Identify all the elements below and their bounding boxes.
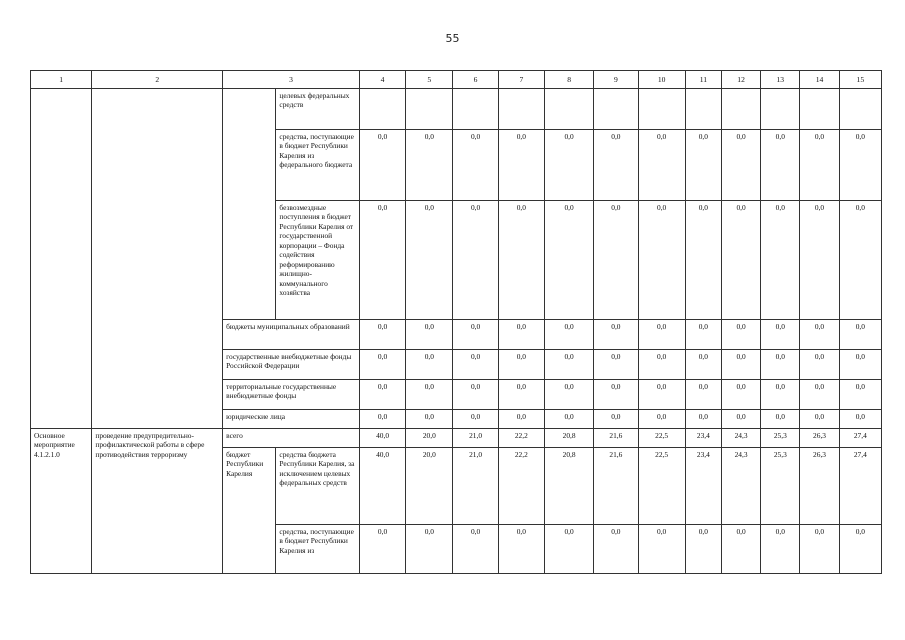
value-cell: 21,0 [453,429,498,448]
page-number: 55 [445,32,460,45]
value-cell: 0,0 [359,130,405,201]
value-cell: 0,0 [685,525,721,574]
value-cell: 0,0 [453,410,498,429]
value-cell: 0,0 [544,320,593,350]
value-cell: 25,3 [761,429,800,448]
header-cell: 9 [594,71,638,89]
header-cell: 2 [92,71,223,89]
value-cell: 0,0 [839,130,881,201]
source-label: средства, поступающие в бюджет Республики Карелия из [276,525,360,574]
value-cell: 0,0 [685,410,721,429]
header-row [31,71,882,89]
value-cell: 24,3 [721,448,760,525]
header-cell: 11 [685,71,721,89]
value-cell: 0,0 [498,320,544,350]
header-cell: 14 [800,71,839,89]
value-cell: 0,0 [761,380,800,410]
value-cell: 21,0 [453,448,498,525]
source-label: государственные внебюджетные фонды Российской Федерации [223,350,360,380]
value-cell [638,89,685,130]
value-cell: 0,0 [453,320,498,350]
value-cell: 0,0 [498,201,544,320]
source-label: всего [223,429,360,448]
value-cell: 0,0 [498,410,544,429]
value-cell: 40,0 [359,448,405,525]
value-cell: 0,0 [406,380,453,410]
value-cell: 0,0 [453,350,498,380]
source-label: территориальные государственные внебюджетные фонды [223,380,360,410]
value-cell: 0,0 [498,350,544,380]
description-cell [92,89,223,429]
budget-source-cell [223,89,276,320]
value-cell: 26,3 [800,448,839,525]
source-label: средства бюджета Республики Карелия, за исключением целевых федеральных средств [276,448,360,525]
value-cell: 22,2 [498,448,544,525]
value-cell: 0,0 [594,525,638,574]
header-cell: 12 [721,71,760,89]
value-cell: 0,0 [721,320,760,350]
description-cell: проведение предупредительно-профилактической работы в сфере противодействия терроризму [92,429,223,574]
value-cell: 0,0 [800,525,839,574]
value-cell [406,89,453,130]
value-cell: 21,6 [594,448,638,525]
budget-source-cell: бюджет Республики Карелия [223,448,276,574]
header-cell: 3 [223,71,360,89]
value-cell: 0,0 [359,410,405,429]
value-cell: 0,0 [839,201,881,320]
value-cell: 23,4 [685,448,721,525]
value-cell: 0,0 [800,410,839,429]
value-cell: 0,0 [800,201,839,320]
header-cell: 5 [406,71,453,89]
value-cell: 0,0 [498,130,544,201]
value-cell: 0,0 [594,410,638,429]
source-label: средства, поступающие в бюджет Республики Карелия из федерального бюджета [276,130,360,201]
value-cell: 0,0 [638,525,685,574]
header-cell: 10 [638,71,685,89]
value-cell: 0,0 [761,350,800,380]
value-cell: 0,0 [453,201,498,320]
value-cell: 22,2 [498,429,544,448]
value-cell: 0,0 [638,380,685,410]
value-cell: 0,0 [594,130,638,201]
value-cell: 0,0 [800,320,839,350]
value-cell: 0,0 [638,201,685,320]
value-cell [453,89,498,130]
table-row [31,89,882,130]
value-cell [839,89,881,130]
value-cell: 21,6 [594,429,638,448]
value-cell: 22,5 [638,429,685,448]
value-cell: 0,0 [721,410,760,429]
value-cell: 0,0 [638,410,685,429]
value-cell: 0,0 [544,380,593,410]
value-cell: 0,0 [685,201,721,320]
value-cell: 23,4 [685,429,721,448]
value-cell: 0,0 [359,201,405,320]
value-cell: 0,0 [685,350,721,380]
value-cell: 0,0 [638,350,685,380]
value-cell: 0,0 [406,130,453,201]
value-cell: 0,0 [594,380,638,410]
value-cell: 20,0 [406,429,453,448]
value-cell: 20,8 [544,448,593,525]
header-cell: 4 [359,71,405,89]
value-cell: 0,0 [721,525,760,574]
value-cell: 0,0 [839,380,881,410]
value-cell [544,89,593,130]
header-cell: 7 [498,71,544,89]
value-cell: 26,3 [800,429,839,448]
value-cell: 0,0 [498,525,544,574]
value-cell: 0,0 [359,320,405,350]
value-cell: 0,0 [761,410,800,429]
value-cell: 0,0 [839,320,881,350]
header-cell: 15 [839,71,881,89]
value-cell: 0,0 [406,350,453,380]
source-label: бюджеты муниципальных образований [223,320,360,350]
source-label: безвозмездные поступления в бюджет Республики Карелия от государственной корпорации – Фонда содействия реформированию жилищно-коммунального хозяйства [276,201,360,320]
value-cell [594,89,638,130]
value-cell: 0,0 [359,380,405,410]
value-cell: 0,0 [721,201,760,320]
value-cell: 0,0 [594,320,638,350]
value-cell: 22,5 [638,448,685,525]
value-cell [761,89,800,130]
value-cell: 0,0 [721,130,760,201]
measure-cell: Основное мероприятие 4.1.2.1.0 [31,429,92,574]
header-cell: 1 [31,71,92,89]
value-cell: 0,0 [800,380,839,410]
header-cell: 13 [761,71,800,89]
value-cell: 0,0 [839,350,881,380]
value-cell: 40,0 [359,429,405,448]
value-cell: 0,0 [453,380,498,410]
value-cell [359,89,405,130]
value-cell: 0,0 [761,130,800,201]
value-cell: 0,0 [544,410,593,429]
value-cell: 0,0 [544,201,593,320]
value-cell: 0,0 [761,525,800,574]
value-cell: 0,0 [453,130,498,201]
value-cell: 20,8 [544,429,593,448]
value-cell: 24,3 [721,429,760,448]
value-cell: 0,0 [359,525,405,574]
value-cell: 0,0 [839,410,881,429]
value-cell: 0,0 [761,320,800,350]
value-cell [800,89,839,130]
source-label: юридические лица [223,410,360,429]
value-cell: 0,0 [761,201,800,320]
value-cell: 0,0 [800,350,839,380]
value-cell: 20,0 [406,448,453,525]
value-cell: 27,4 [839,448,881,525]
value-cell: 0,0 [685,320,721,350]
table-row [31,429,882,448]
value-cell: 0,0 [359,350,405,380]
value-cell: 27,4 [839,429,881,448]
value-cell [498,89,544,130]
value-cell: 0,0 [406,320,453,350]
value-cell [721,89,760,130]
value-cell: 0,0 [544,525,593,574]
value-cell: 0,0 [638,130,685,201]
value-cell: 0,0 [685,130,721,201]
header-cell: 6 [453,71,498,89]
header-cell: 8 [544,71,593,89]
value-cell: 0,0 [406,201,453,320]
value-cell: 0,0 [721,350,760,380]
value-cell: 0,0 [498,380,544,410]
value-cell: 0,0 [406,525,453,574]
source-label: целевых федеральных средств [276,89,360,130]
measure-cell [31,89,92,429]
value-cell: 0,0 [594,350,638,380]
value-cell: 0,0 [685,380,721,410]
value-cell: 0,0 [406,410,453,429]
budget-table [30,70,882,574]
value-cell: 0,0 [544,130,593,201]
value-cell [685,89,721,130]
value-cell: 0,0 [638,320,685,350]
value-cell: 25,3 [761,448,800,525]
value-cell: 0,0 [800,130,839,201]
value-cell: 0,0 [721,380,760,410]
value-cell: 0,0 [839,525,881,574]
value-cell: 0,0 [544,350,593,380]
value-cell: 0,0 [453,525,498,574]
value-cell: 0,0 [594,201,638,320]
